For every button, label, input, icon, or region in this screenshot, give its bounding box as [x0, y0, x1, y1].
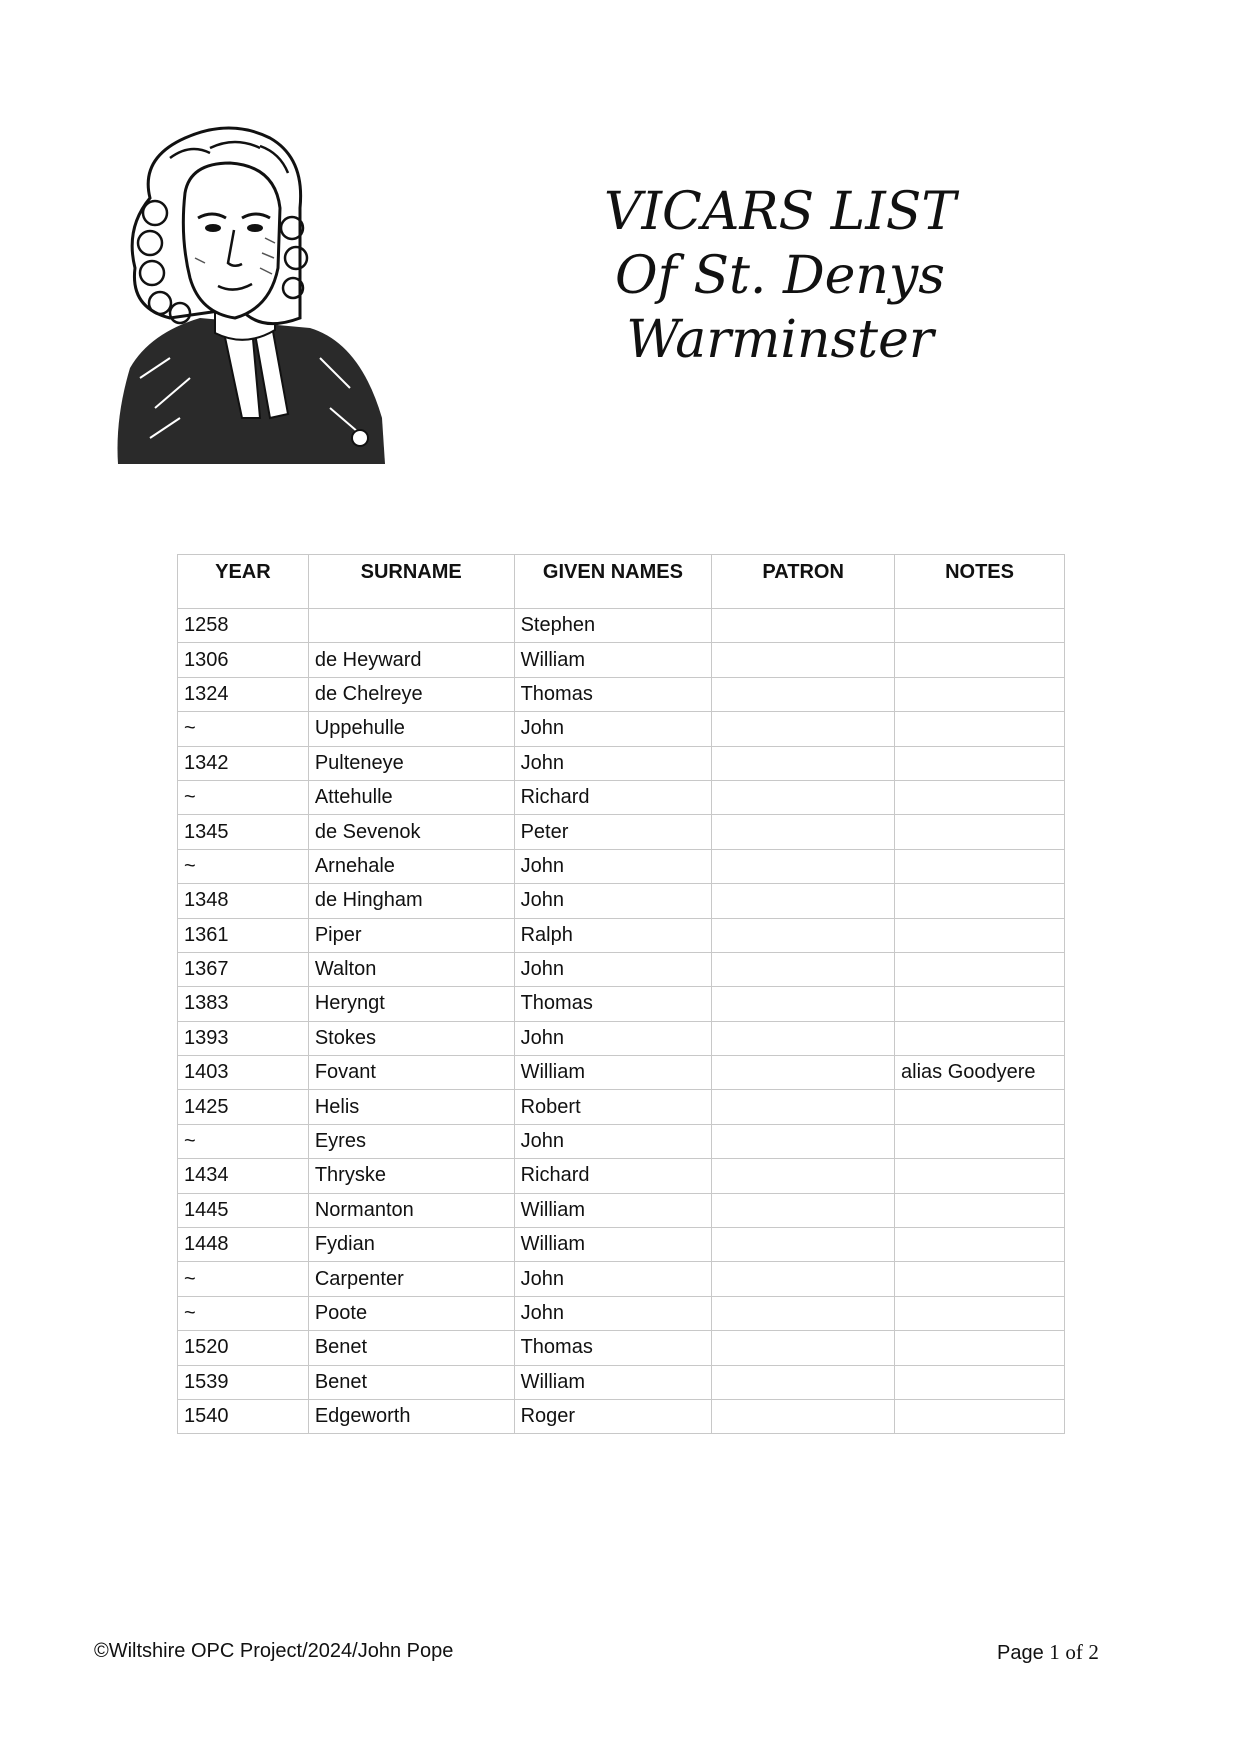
cell-notes [895, 1159, 1065, 1193]
cell-patron [712, 918, 895, 952]
cell-given-names: Thomas [514, 1331, 712, 1365]
table-row [178, 1056, 1065, 1090]
cell-given-names: Richard [514, 780, 712, 814]
title-line-3: Warminster [626, 310, 934, 370]
cell-notes [895, 1296, 1065, 1330]
table-row [178, 1193, 1065, 1227]
cell-surname: Walton [308, 952, 514, 986]
cell-patron [712, 1331, 895, 1365]
table-header-row [178, 555, 1065, 609]
table-row [178, 609, 1065, 643]
table-row [178, 746, 1065, 780]
cell-notes [895, 849, 1065, 883]
table-row [178, 815, 1065, 849]
cell-year: 1540 [178, 1399, 309, 1433]
cell-surname: de Heyward [308, 643, 514, 677]
cell-surname: Eyres [308, 1124, 514, 1158]
cell-patron [712, 815, 895, 849]
cell-surname: Poote [308, 1296, 514, 1330]
cell-year: ~ [178, 849, 309, 883]
cell-notes [895, 609, 1065, 643]
column-header-surname: SURNAME [308, 555, 514, 609]
cell-patron [712, 1090, 895, 1124]
cell-notes [895, 780, 1065, 814]
table-row [178, 1262, 1065, 1296]
cell-surname: Heryngt [308, 987, 514, 1021]
cell-given-names: Thomas [514, 987, 712, 1021]
cell-surname: Fydian [308, 1228, 514, 1262]
cell-notes [895, 1021, 1065, 1055]
cell-notes [895, 643, 1065, 677]
cell-given-names: Robert [514, 1090, 712, 1124]
cell-patron [712, 1124, 895, 1158]
cell-patron [712, 1021, 895, 1055]
cell-year: 1448 [178, 1228, 309, 1262]
cell-patron [712, 1262, 895, 1296]
table-row [178, 884, 1065, 918]
cell-given-names: John [514, 1262, 712, 1296]
cell-year: 1361 [178, 918, 309, 952]
cell-year: 1367 [178, 952, 309, 986]
cell-patron [712, 1399, 895, 1433]
footer-copyright: ©Wiltshire OPC Project/2024/John Pope [94, 1640, 454, 1662]
cell-given-names: John [514, 952, 712, 986]
cell-given-names: William [514, 1056, 712, 1090]
cell-patron [712, 712, 895, 746]
cell-surname: Fovant [308, 1056, 514, 1090]
table-row [178, 987, 1065, 1021]
table-row [178, 1399, 1065, 1433]
cell-notes [895, 1193, 1065, 1227]
cell-given-names: William [514, 1365, 712, 1399]
cell-patron [712, 884, 895, 918]
cell-year: ~ [178, 1296, 309, 1330]
page-current: 1 [1049, 1640, 1060, 1664]
cell-given-names: Ralph [514, 918, 712, 952]
table-body [178, 609, 1065, 1434]
cell-year: 1403 [178, 1056, 309, 1090]
cell-surname: Arnehale [308, 849, 514, 883]
cell-notes [895, 1124, 1065, 1158]
cell-patron [712, 1296, 895, 1330]
page-of-label: of [1065, 1640, 1083, 1664]
cell-patron [712, 609, 895, 643]
column-header-patron: PATRON [712, 555, 895, 609]
cell-given-names: John [514, 884, 712, 918]
cell-surname: Benet [308, 1365, 514, 1399]
table-row [178, 712, 1065, 746]
table-row [178, 1021, 1065, 1055]
cell-patron [712, 1365, 895, 1399]
cell-surname: Carpenter [308, 1262, 514, 1296]
cell-year: 1342 [178, 746, 309, 780]
page-label: Page [997, 1642, 1044, 1664]
cell-notes [895, 1365, 1065, 1399]
cell-surname: Helis [308, 1090, 514, 1124]
cell-given-names: John [514, 1124, 712, 1158]
cell-patron [712, 987, 895, 1021]
cell-year: 1345 [178, 815, 309, 849]
table-row [178, 1159, 1065, 1193]
cell-year: 1258 [178, 609, 309, 643]
table-row [178, 1296, 1065, 1330]
cell-notes [895, 677, 1065, 711]
cell-surname: Piper [308, 918, 514, 952]
cell-notes [895, 815, 1065, 849]
table-row [178, 643, 1065, 677]
cell-surname: Stokes [308, 1021, 514, 1055]
table-row [178, 1331, 1065, 1365]
table-row [178, 952, 1065, 986]
cell-surname: Benet [308, 1331, 514, 1365]
cell-notes [895, 1228, 1065, 1262]
table-row [178, 918, 1065, 952]
vicar-portrait-engraving [110, 118, 392, 464]
cell-notes [895, 987, 1065, 1021]
cell-surname: de Sevenok [308, 815, 514, 849]
title-line-1: VICARS LIST [603, 182, 957, 242]
cell-given-names: Roger [514, 1399, 712, 1433]
cell-year: 1324 [178, 677, 309, 711]
cell-patron [712, 780, 895, 814]
cell-notes [895, 1262, 1065, 1296]
cell-given-names: Stephen [514, 609, 712, 643]
cell-patron [712, 1228, 895, 1262]
cell-year: 1434 [178, 1159, 309, 1193]
cell-year: 1539 [178, 1365, 309, 1399]
cell-given-names: John [514, 712, 712, 746]
cell-notes [895, 884, 1065, 918]
cell-patron [712, 1193, 895, 1227]
cell-year: ~ [178, 1262, 309, 1296]
cell-given-names: John [514, 1296, 712, 1330]
cell-patron [712, 1056, 895, 1090]
cell-patron [712, 643, 895, 677]
cell-notes [895, 746, 1065, 780]
cell-given-names: William [514, 1228, 712, 1262]
cell-patron [712, 1159, 895, 1193]
column-header-given-names: GIVEN NAMES [514, 555, 712, 609]
cell-surname: de Chelreye [308, 677, 514, 711]
cell-year: 1393 [178, 1021, 309, 1055]
cell-surname: Uppehulle [308, 712, 514, 746]
cell-year: ~ [178, 1124, 309, 1158]
table-row [178, 1228, 1065, 1262]
vicars-table [177, 554, 1065, 1434]
cell-surname [308, 609, 514, 643]
column-header-year: YEAR [178, 555, 309, 609]
cell-surname: de Hingham [308, 884, 514, 918]
cell-surname: Pulteneye [308, 746, 514, 780]
cell-notes: alias Goodyere [895, 1056, 1065, 1090]
cell-given-names: Thomas [514, 677, 712, 711]
title-line-2: Of St. Denys [614, 246, 945, 306]
cell-given-names: William [514, 1193, 712, 1227]
cell-year: 1425 [178, 1090, 309, 1124]
cell-surname: Thryske [308, 1159, 514, 1193]
cell-year: 1445 [178, 1193, 309, 1227]
column-header-notes: NOTES [895, 555, 1065, 609]
cell-given-names: John [514, 849, 712, 883]
cell-surname: Attehulle [308, 780, 514, 814]
cell-year: 1520 [178, 1331, 309, 1365]
cell-given-names: John [514, 1021, 712, 1055]
cell-given-names: William [514, 643, 712, 677]
cell-notes [895, 918, 1065, 952]
cell-given-names: John [514, 746, 712, 780]
cell-surname: Normanton [308, 1193, 514, 1227]
table-row [178, 1090, 1065, 1124]
cell-year: ~ [178, 780, 309, 814]
document-title [560, 180, 1000, 372]
cell-surname: Edgeworth [308, 1399, 514, 1433]
cell-notes [895, 1331, 1065, 1365]
cell-notes [895, 1399, 1065, 1433]
cell-year: 1348 [178, 884, 309, 918]
cell-year: ~ [178, 712, 309, 746]
cell-notes [895, 952, 1065, 986]
table-row [178, 1365, 1065, 1399]
footer-page-number [997, 1640, 1099, 1665]
cell-patron [712, 746, 895, 780]
cell-year: 1383 [178, 987, 309, 1021]
cell-year: 1306 [178, 643, 309, 677]
page-total: 2 [1088, 1640, 1099, 1664]
cell-notes [895, 712, 1065, 746]
cell-notes [895, 1090, 1065, 1124]
cell-patron [712, 849, 895, 883]
table-row [178, 780, 1065, 814]
table-row [178, 849, 1065, 883]
cell-patron [712, 952, 895, 986]
table-row [178, 1124, 1065, 1158]
cell-given-names: Peter [514, 815, 712, 849]
table-row [178, 677, 1065, 711]
cell-patron [712, 677, 895, 711]
cell-given-names: Richard [514, 1159, 712, 1193]
